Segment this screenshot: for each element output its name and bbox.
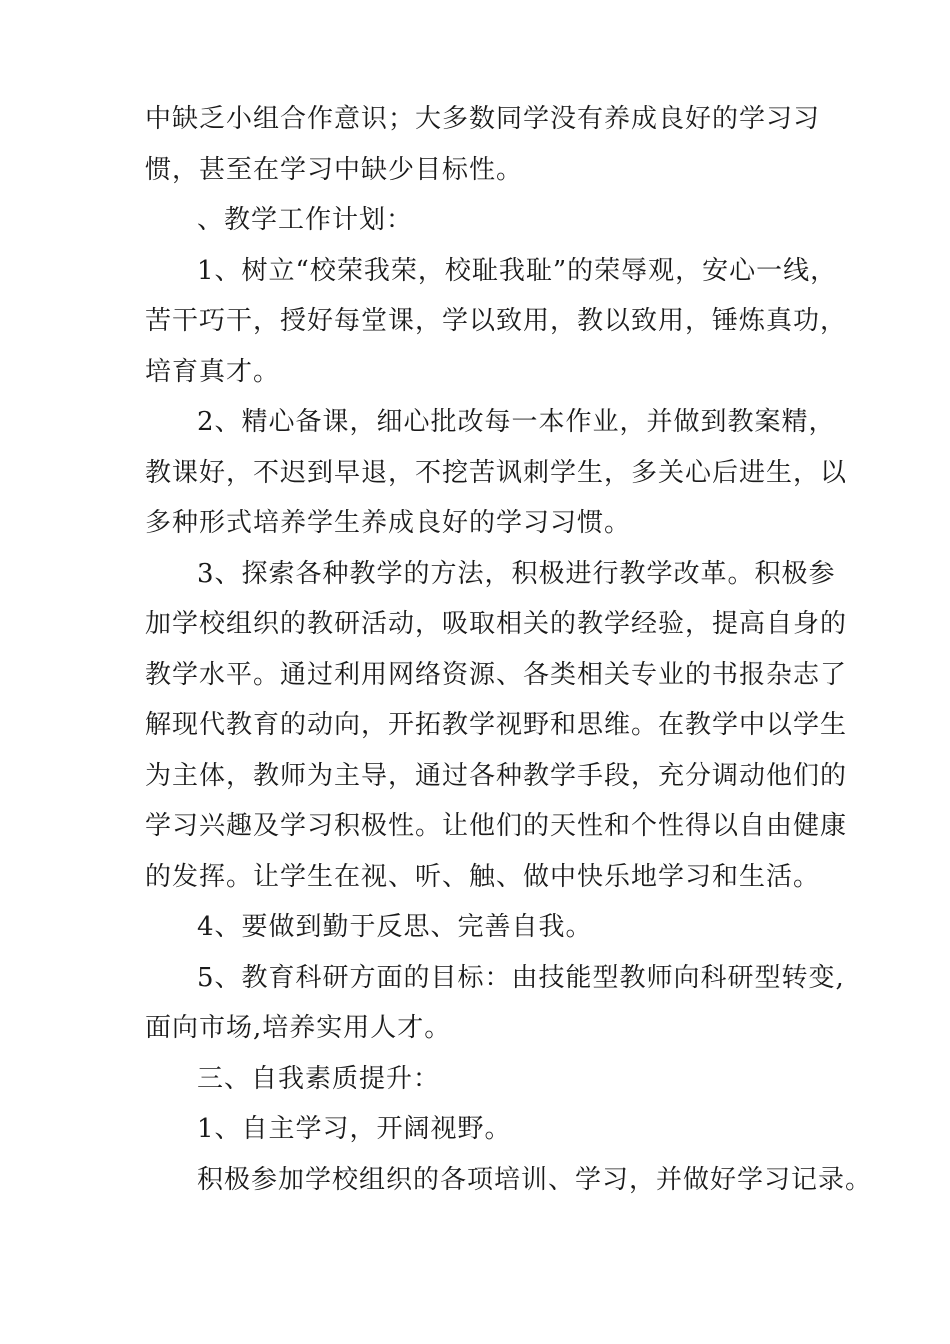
text-line: 1、树立“校荣我荣，校耻我耻”的荣辱观，安心一线， <box>197 255 838 286</box>
text-line: 中缺乏小组合作意识；大多数同学没有养成良好的学习习 <box>145 104 821 134</box>
text-line: 教学水平。通过利用网络资源、各类相关专业的书报杂志了 <box>145 659 848 690</box>
document-body <box>145 94 873 1205</box>
text-line: 教课好，不迟到早退，不挖苦讽刺学生，多关心后进生，以 <box>145 457 848 488</box>
text-line: 学习兴趣及学习积极性。让他们的天性和个性得以自由健康 <box>145 811 848 841</box>
text-line: 为主体，教师为主导，通过各种教学手段，充分调动他们的 <box>145 760 848 791</box>
text-line: 多种形式培养学生养成良好的学习习惯。 <box>145 508 632 538</box>
text-line: 5、教育科研方面的目标：由技能型教师向科研型转变, <box>197 962 845 993</box>
text-line: 苦干巧干，授好每堂课，学以致用，教以致用，锤炼真功， <box>145 306 848 336</box>
text-line: 2、精心备课，细心批改每一本作业，并做到教案精， <box>197 407 836 437</box>
text-line: 加学校组织的教研活动，吸取相关的教学经验，提高自身的 <box>145 609 848 639</box>
text-line: 培育真才。 <box>145 356 281 387</box>
text-line: 3、探索各种教学的方法，积极进行教学改革。积极参 <box>197 558 836 589</box>
text-line: 1、自主学习，开阔视野。 <box>197 1114 512 1144</box>
text-line: 面向市场,培养实用人才。 <box>145 1013 452 1043</box>
text-line: 解现代教育的动向，开拓教学视野和思维。在教学中以学生 <box>145 710 848 740</box>
text-line: 积极参加学校组织的各项培训、学习，并做好学习记录。 <box>197 1164 873 1195</box>
text-line: 惯，甚至在学习中缺少目标性。 <box>145 154 524 185</box>
section-heading: 、教学工作计划： <box>197 205 414 235</box>
text-line: 4、要做到勤于反思、完善自我。 <box>197 912 593 942</box>
text-line: 的发挥。让学生在视、听、触、做中快乐地学习和生活。 <box>145 861 821 892</box>
section-heading: 三、自我素质提升： <box>197 1063 441 1094</box>
